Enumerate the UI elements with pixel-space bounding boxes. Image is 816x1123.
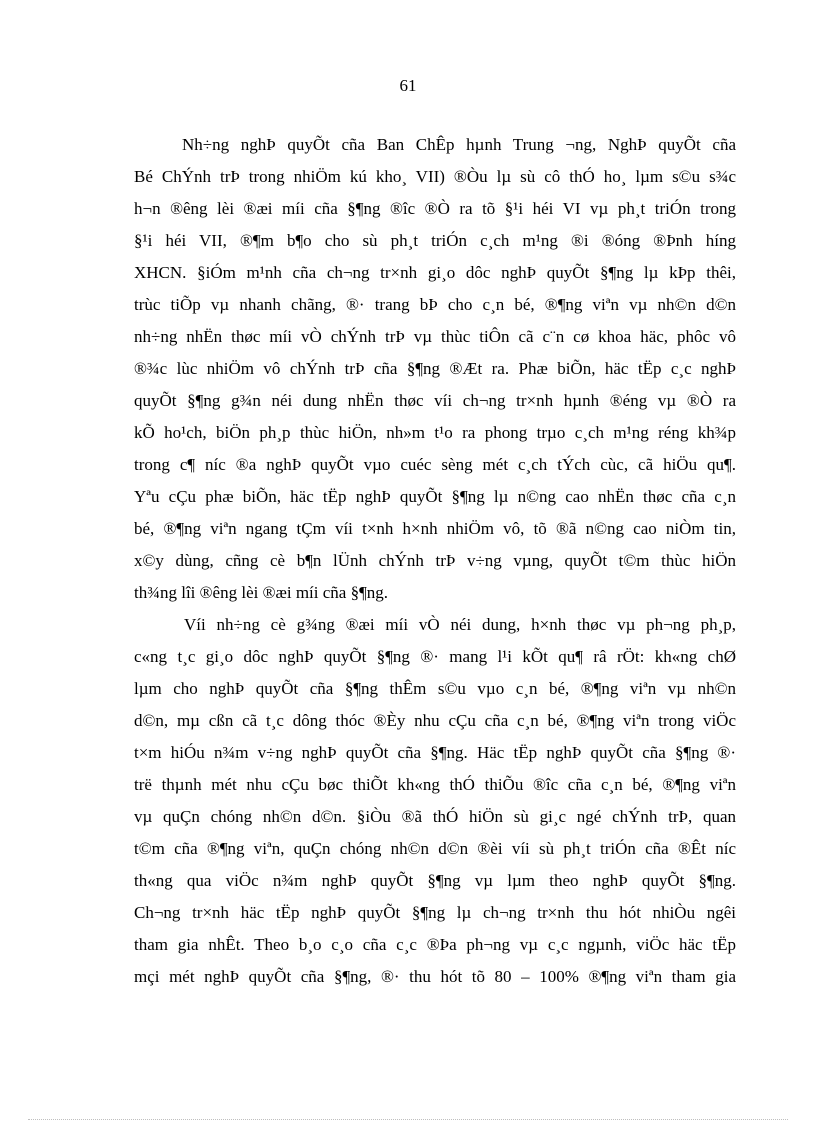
paragraph-1-line-5: XHCN. §iÓm m¹nh cña ch¬ng tr×nh gi¸o dôc nghÞ quyÕt §¶ng lµ kÞp thêi,: [134, 263, 736, 282]
paragraph-2-line-5: t×m hiÓu n¾m v÷ng nghÞ quyÕt cña §¶ng. Häc tËp nghÞ quyÕt cña §¶ng ®·: [134, 743, 736, 762]
paragraph-1-line-3: h¬n ®êng lèi ®æi míi cña §¶ng ®îc ®Ò ra tõ §¹i héi VI vµ ph¸t triÓn trong: [134, 199, 736, 218]
paragraph-1-line-6: trùc tiÕp vµ nhanh chãng, ®· trang bÞ cho c¸n bé, ®¶ng viªn vµ nh©n d©n: [134, 295, 736, 314]
paragraph-2-line-9: th«ng qua viÖc n¾m nghÞ quyÕt §¶ng vµ lµm theo nghÞ quyÕt §¶ng.: [134, 871, 736, 890]
paragraph-1-line-9: quyÕt §¶ng g¾n néi dung nhËn thøc víi ch¬ng tr×nh hµnh ®éng vµ ®Ò ra: [134, 391, 736, 410]
paragraph-1-line-7: nh÷ng nhËn thøc míi vÒ chÝnh trÞ vµ thùc tiÔn cã c¨n cø khoa häc, phôc vô: [134, 327, 736, 346]
paragraph-2-line-8: t©m cña ®¶ng viªn, quÇn chóng nh©n d©n ®èi víi sù ph¸t triÓn cña ®Êt níc: [134, 839, 736, 858]
paragraph-2-line-4: d©n, mµ cßn cã t¸c dông thóc ®Èy nhu cÇu cña c¸n bé, ®¶ng viªn trong viÖc: [134, 711, 736, 730]
paragraph-1-line-15: th¾ng lîi ®êng lèi ®æi míi cña §¶ng.: [134, 583, 389, 602]
paragraph-1-line-13: bé, ®¶ng viªn ngang tÇm víi t×nh h×nh nhiÖm vô, tõ ®ã n©ng cao niÒm tin,: [134, 519, 736, 538]
paragraph-1-line-1: Nh÷ng nghÞ quyÕt cña Ban ChÊp hµnh Trung ¬ng, NghÞ quyÕt cña: [182, 135, 736, 154]
paragraph-1-line-10: kÕ ho¹ch, biÖn ph¸p thùc hiÖn, nh»m t¹o ra phong trµo c¸ch m¹ng réng kh¾p: [134, 423, 736, 442]
paragraph-2-line-11: tham gia nhÊt. Theo b¸o c¸o cña c¸c ®Þa ph¬ng vµ c¸c ngµnh, viÖc häc tËp: [134, 935, 736, 954]
paragraph-2-line-7: vµ quÇn chóng nh©n d©n. §iÒu ®ã thÓ hiÖn sù gi¸c ngé chÝnh trÞ, quan: [134, 807, 736, 826]
paragraph-1-line-14: x©y dùng, cñng cè b¶n lÜnh chÝnh trÞ v÷ng vµng, quyÕt t©m thùc hiÖn: [134, 551, 736, 570]
paragraph-1-line-11: trong c¶ níc ®a nghÞ quyÕt vµo cuéc sèng mét c¸ch tÝch cùc, cã hiÖu qu¶.: [134, 455, 736, 474]
paragraph-2-line-12: mçi mét nghÞ quyÕt cña §¶ng, ®· thu hót tõ 80 – 100% ®¶ng viªn tham gia: [134, 967, 736, 986]
paragraph-1-line-8: ®¾c lùc nhiÖm vô chÝnh trÞ cña §¶ng ®Æt ra. Phæ biÕn, häc tËp c¸c nghÞ: [134, 359, 736, 378]
page-bottom-border: [28, 1119, 788, 1120]
paragraph-2-line-2: c«ng t¸c gi¸o dôc nghÞ quyÕt §¶ng ®· mang l¹i kÕt qu¶ râ rÖt: kh«ng chØ: [134, 647, 736, 666]
paragraph-1-line-2: Bé ChÝnh trÞ trong nhiÖm kú kho¸ VII) ®Òu lµ sù cô thÓ ho¸ lµm s©u s¾c: [134, 167, 736, 186]
paragraph-1-line-12: Yªu cÇu phæ biÕn, häc tËp nghÞ quyÕt §¶ng lµ n©ng cao nhËn thøc cña c¸n: [134, 487, 736, 506]
paragraph-2-line-6: trë thµnh mét nhu cÇu bøc thiÕt kh«ng thÓ thiÕu ®îc cña c¸n bé, ®¶ng viªn: [134, 775, 736, 794]
page-number: 61: [399, 76, 417, 95]
paragraph-1-line-4: §¹i héi VII, ®¶m b¶o cho sù ph¸t triÓn c¸ch m¹ng ®i ®óng ®Þnh híng: [134, 231, 736, 250]
paragraph-2-line-3: lµm cho nghÞ quyÕt cña §¶ng thÊm s©u vµo c¸n bé, ®¶ng viªn vµ nh©n: [134, 679, 736, 698]
paragraph-2-line-1: Víi nh÷ng cè g¾ng ®æi míi vÒ néi dung, h×nh thøc vµ ph¬ng ph¸p,: [184, 615, 736, 634]
paragraph-2-line-10: Ch¬ng tr×nh häc tËp nghÞ quyÕt §¶ng lµ ch¬ng tr×nh thu hót nhiÒu ngêi: [134, 903, 736, 922]
